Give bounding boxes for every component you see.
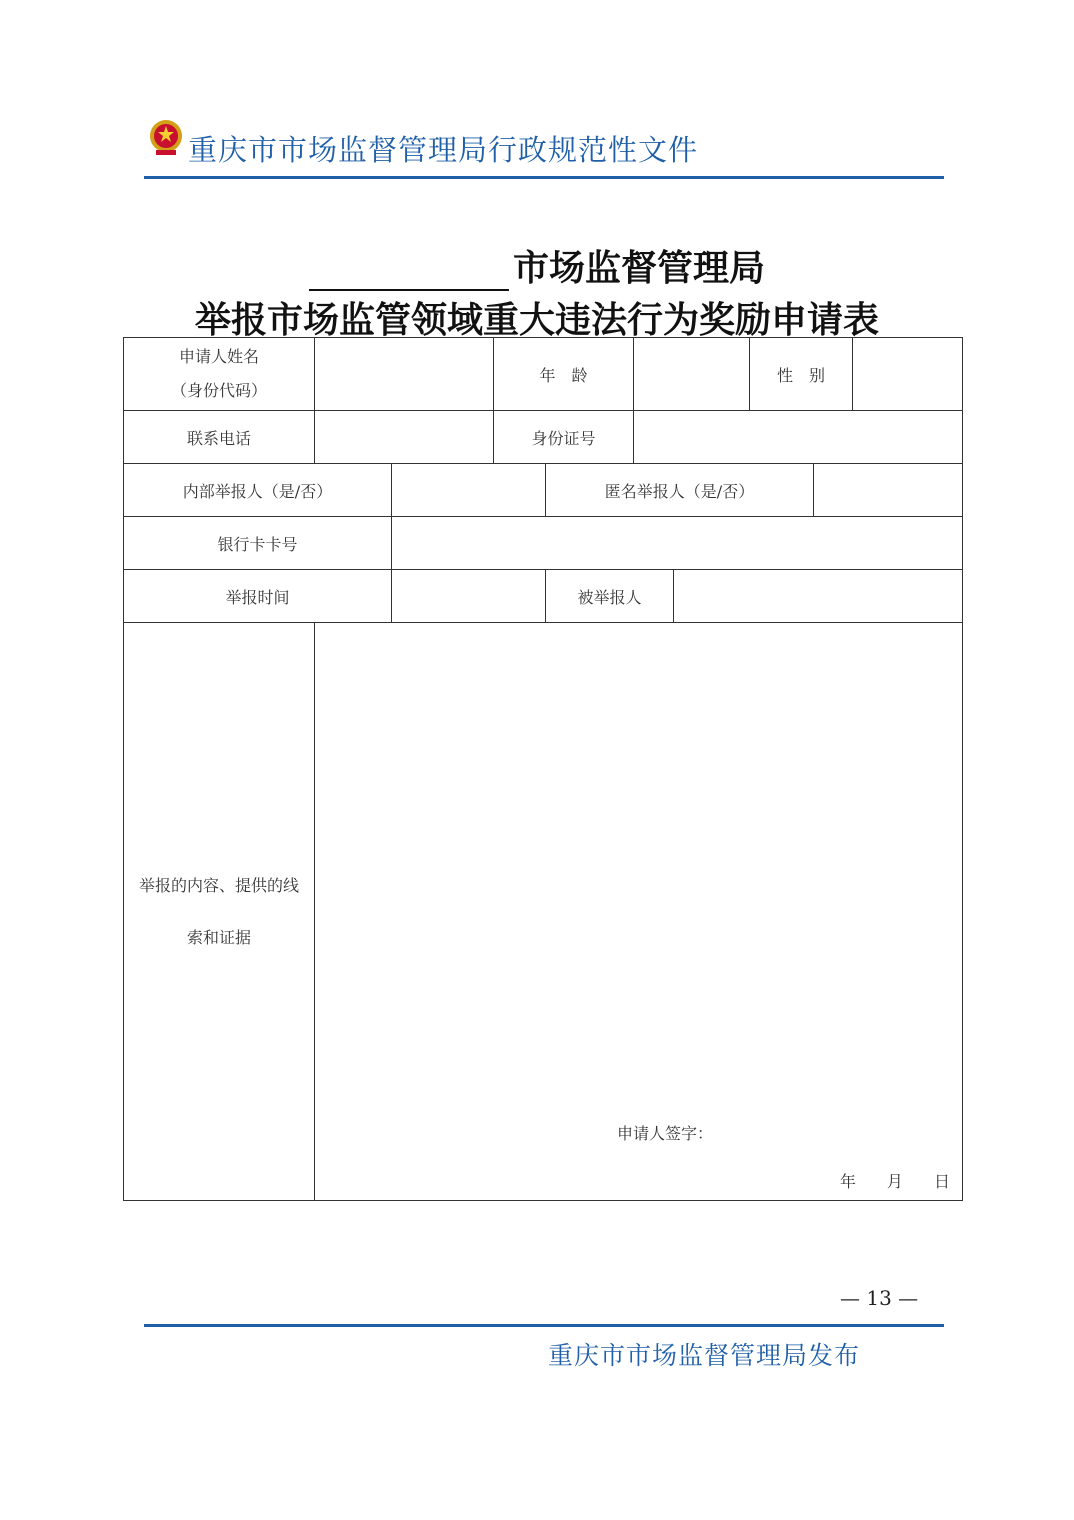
form-title-line2: 举报市场监管领域重大违法行为奖励申请表 <box>194 299 879 341</box>
phone-field[interactable] <box>315 411 494 464</box>
signature-label: 申请人签字： <box>617 1124 714 1143</box>
title-blank[interactable] <box>309 251 509 291</box>
internal-reporter-label: 内部举报人（是/否） <box>124 464 392 517</box>
form-title-text1: 市场监督管理局 <box>512 247 765 289</box>
bank-card-label: 银行卡卡号 <box>124 517 392 570</box>
report-time-field[interactable] <box>392 570 546 623</box>
footer-publisher: 重庆市市场监督管理局发布 <box>548 1341 861 1370</box>
header-title: 重庆市市场监督管理局行政规范性文件 <box>188 133 699 167</box>
report-content-label: 举报的内容、提供的线 索和证据 <box>124 623 315 1201</box>
form-title-line1 <box>0 240 1074 291</box>
header-divider <box>144 176 944 179</box>
reported-party-label: 被举报人 <box>546 570 674 623</box>
page-number: — 13 — <box>840 1286 919 1310</box>
date-label: 年 月 日 <box>839 1172 951 1191</box>
reported-party-field[interactable] <box>674 570 963 623</box>
bank-card-field[interactable] <box>392 517 963 570</box>
gender-field[interactable] <box>853 338 963 411</box>
applicant-name-field[interactable] <box>315 338 494 411</box>
applicant-name-label: 申请人姓名 （身份代码） <box>124 338 315 411</box>
anonymous-reporter-field[interactable] <box>814 464 963 517</box>
internal-reporter-field[interactable] <box>392 464 546 517</box>
phone-label: 联系电话 <box>124 411 315 464</box>
national-emblem-icon <box>146 118 186 158</box>
gender-label: 性 别 <box>750 338 853 411</box>
anonymous-reporter-label: 匿名举报人（是/否） <box>546 464 814 517</box>
report-content-field[interactable] <box>315 623 963 1201</box>
application-form <box>123 337 963 1201</box>
report-time-label: 举报时间 <box>124 570 392 623</box>
id-number-label: 身份证号 <box>494 411 634 464</box>
id-number-field[interactable] <box>634 411 963 464</box>
age-field[interactable] <box>634 338 750 411</box>
age-label: 年 龄 <box>494 338 634 411</box>
footer-divider <box>144 1324 944 1327</box>
